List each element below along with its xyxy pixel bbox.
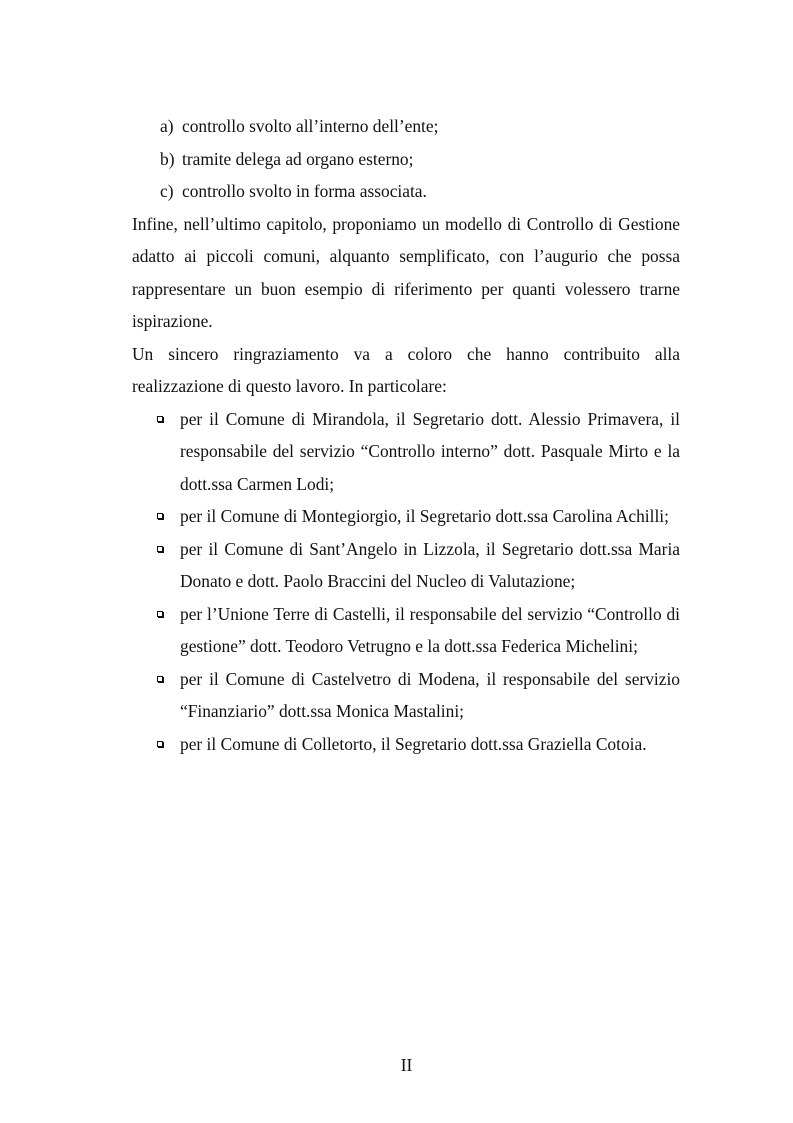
list-item-text: controllo svolto in forma associata. — [182, 181, 427, 201]
list-item-text: per il Comune di Montegiorgio, il Segretario dott.ssa Carolina Achilli; — [180, 506, 669, 526]
list-item — [132, 403, 680, 501]
list-marker: c) — [160, 181, 174, 201]
list-item-text: per l’Unione Terre di Castelli, il responsabile del servizio “Controllo di gestione” dott. Teodoro Vetrugno e la dott.ssa Federica Michelini; — [180, 603, 680, 656]
list-item-text: controllo svolto all’interno dell’ente; — [182, 116, 439, 136]
list-item — [132, 533, 680, 598]
square-bullet-icon — [157, 676, 163, 682]
control-modes-list — [132, 110, 680, 208]
list-item-text: per il Comune di Mirandola, il Segretario dott. Alessio Primavera, il responsabile del servizio “Controllo interno” dott. Pasquale Mirto e la dott.ssa Carmen Lodi; — [180, 408, 680, 494]
list-item — [132, 175, 680, 208]
list-item-text: per il Comune di Sant’Angelo in Lizzola, il Segretario dott.ssa Maria Donato e dott. Paolo Braccini del Nucleo di Valutazione; — [180, 538, 680, 591]
square-bullet-icon — [157, 416, 163, 422]
list-marker: a) — [160, 116, 174, 136]
list-item-text: per il Comune di Colletorto, il Segretario dott.ssa Graziella Cotoia. — [180, 733, 647, 754]
acknowledgements-list — [132, 403, 680, 761]
list-item — [132, 598, 680, 663]
list-item — [132, 110, 680, 143]
list-item — [132, 143, 680, 176]
square-bullet-icon — [157, 513, 163, 519]
square-bullet-icon — [157, 546, 163, 552]
square-bullet-icon — [157, 741, 163, 747]
list-item-text: per il Comune di Castelvetro di Modena, il responsabile del servizio “Finanziario” dott.ssa Monica Mastalini; — [180, 668, 680, 721]
thanks-paragraph: Un sincero ringraziamento va a coloro che hanno contribuito alla realizzazione di questo lavoro. In particolare: — [132, 343, 680, 396]
conclusion-paragraph: Infine, nell’ultimo capitolo, proponiamo un modello di Controllo di Gestione adatto ai piccoli comuni, alquanto semplificato, con l’augurio che possa rappresentare un buon esempio di riferimento per quanti volessero trarne ispirazione. — [132, 213, 680, 331]
list-item — [132, 663, 680, 728]
page-number: II — [400, 1055, 413, 1075]
list-item — [132, 728, 680, 761]
list-item — [132, 500, 680, 533]
list-marker: b) — [160, 148, 175, 169]
list-item-text: tramite delega ad organo esterno; — [182, 148, 414, 169]
square-bullet-icon — [157, 611, 163, 617]
page-body — [132, 110, 680, 760]
